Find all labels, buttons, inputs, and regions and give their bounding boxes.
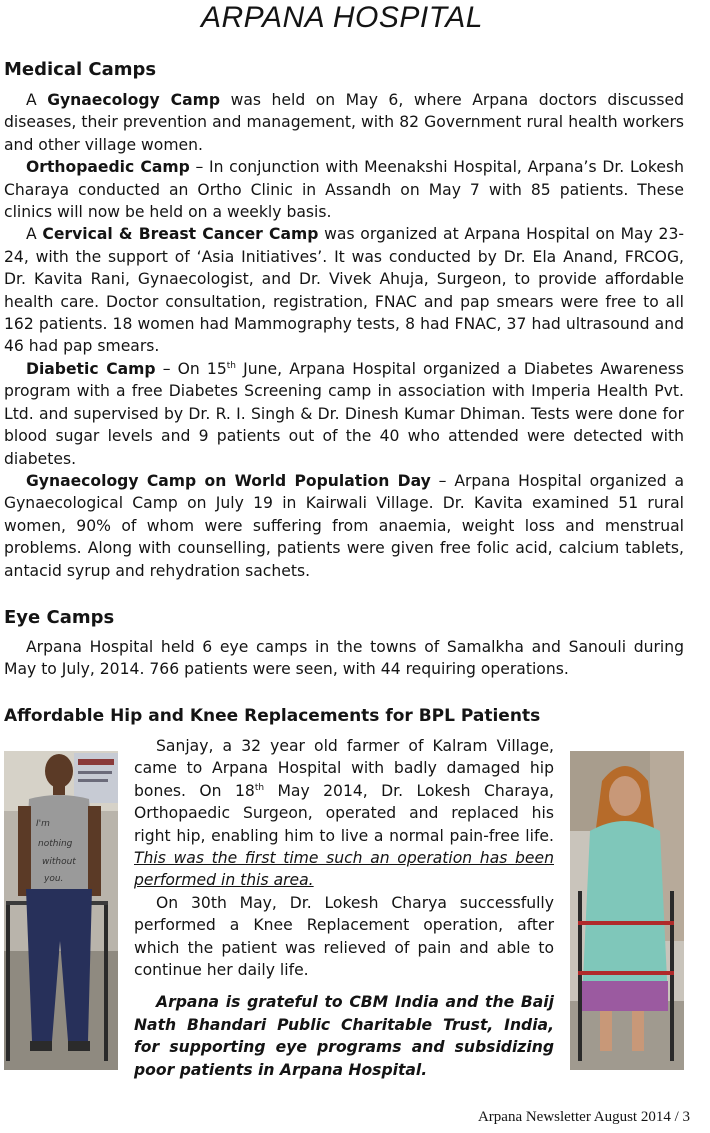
medical-camps-heading: Medical Camps [4,59,157,80]
acknowledgement-text: Arpana is grateful to CBM India and the Baij Nath Bhandari Public Charitable Trust, India, for supporting eye programs and subsidizing poor patients in Arpana Hospital. [134,993,554,1079]
svg-text:you.: you. [44,874,64,884]
paragraph-knee-replacement: On 30th May, Dr. Lokesh Charya successfully performed a Knee Replacement operation, after which the patient was relieved of pain and able to continue her daily life. [134,893,554,980]
hip-knee-body [134,735,554,1081]
patient-photo-hip [4,751,118,1070]
page-footer: Arpana Newsletter August 2014 / 3 [477,1109,690,1125]
paragraph-diabetic-camp: Diabetic Camp – On 15th June, Arpana Hospital organized a Diabetes Awareness program with a free Diabetes Screening camp in association with Imperia Health Pvt. Ltd. and supervised by Dr. R. I. Singh & Dr. Dinesh Kumar Dhiman. Tests were done for blood sugar levels and 9 patients out of the 40 who attended were detected with diabetes. [4,359,684,468]
svg-text:nothing: nothing [38,839,73,849]
paragraph-population-day-camp: Gynaecology Camp on World Population Day – Arpana Hospital organized a Gynaecological Camp on July 19 in Kairwali Village. Dr. Kavita examined 51 rural women, 90% of whom were suffering from anaemia, weight loss and menstrual problems. Along with counselling, patients were given free folic acid, calcium tablets, antacid syrup and rehydration sachets. [4,471,684,580]
eye-camps-body [4,636,684,681]
paragraph-eye-camps: Arpana Hospital held 6 eye camps in the towns of Samalkha and Sanouli during May to July, 2014. 766 patients were seen, with 44 requiring operations. [4,638,684,679]
svg-text:without: without [42,857,76,867]
hip-knee-heading: Affordable Hip and Knee Replacements for BPL Patients [4,706,541,726]
patient-photo-knee [570,751,684,1070]
eye-camps-heading: Eye Camps [4,607,115,628]
paragraph-cancer-camp: A Cervical & Breast Cancer Camp was organized at Arpana Hospital on May 23-24, with the support of ‘Asia Initiatives’. It was conducted by Dr. Ela Anand, FRCOG, Dr. Kavita Rani, Gynaecologist, and Dr. Vivek Ahuja, Surgeon, to provide affordable health care. Doctor consultation, registration, FNAC and pap smears were free to all 162 patients. 18 women had Mammography tests, 8 had FNAC, 37 had ultrasound and 46 had pap smears. [4,225,685,356]
svg-text:I'm: I'm [36,819,50,829]
medical-camps-body [4,89,684,582]
paragraph-orthopaedic-camp: Orthopaedic Camp – In conjunction with Meenakshi Hospital, Arpana’s Dr. Lokesh Charaya conducted an Ortho Clinic in Assandh on May 7 with 85 patients. These clinics will now be held on a weekly basis. [4,158,684,222]
page-title: ARPANA HOSPITAL [200,1,483,34]
paragraph-hip-replacement: Sanjay, a 32 year old farmer of Kalram Village, came to Arpana Hospital with badly damaged hip bones. On 18th May 2014, Dr. Lokesh Charaya, Orthopaedic Surgeon, operated and replaced his right hip, enabling him to live a normal pain-free life. This was the first time such an operation has been performed in this area. [134,737,554,890]
paragraph-gynaecology-camp: A Gynaecology Camp was held on May 6, where Arpana doctors discussed diseases, their prevention and management, with 82 Government rural health workers and other village women. [4,91,684,154]
